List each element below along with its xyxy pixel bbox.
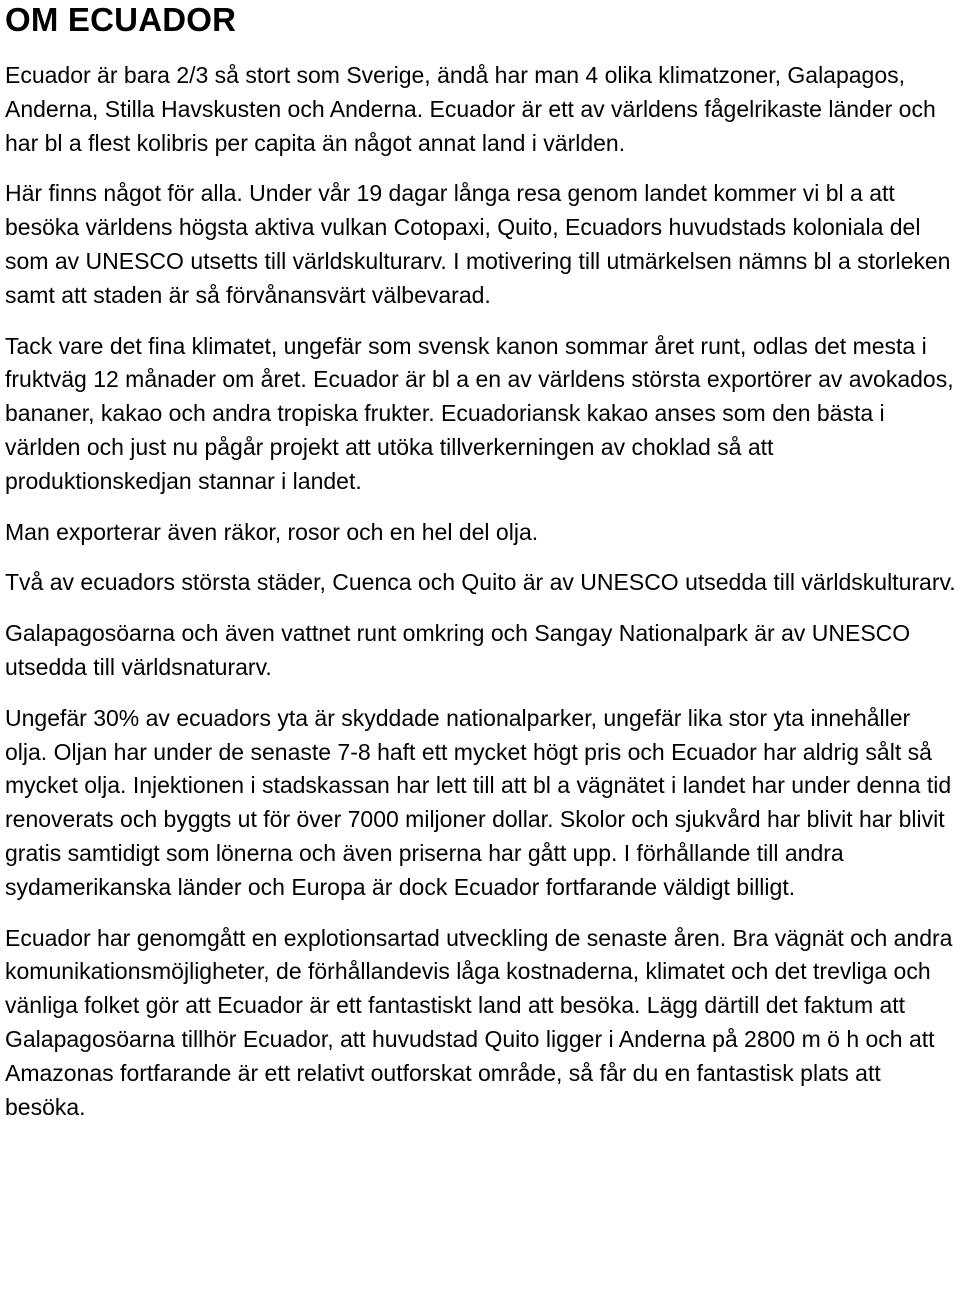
paragraph-intro: Ecuador är bara 2/3 så stort som Sverige, ändå har man 4 olika klimatzoner, Galapagos, Anderna, Stilla Havskusten och Anderna. Ecuador är ett av världens fågelrikaste länder och har bl a flest kolibris per capita än något annat land i världen. bbox=[5, 62, 936, 156]
paragraph-national-parks-oil: Ungefär 30% av ecuadors yta är skyddade nationalparker, ungefär lika stor yta innehåller olja. Oljan har under de senaste 7-8 haft ett mycket högt pris och Ecuador har aldrig sålt så mycket olja. Injektionen i stadskassan har lett till att bl a vägnätet i landet har under denna tid renoverats och byggts ut för över 7000 miljoner dollar. Skolor och sjukvård har blivit har blivit gratis samtidigt som lönerna och även priserna har gått upp. I förhållande till andra sydamerikanska länder och Europa är dock Ecuador fortfarande väldigt billigt. bbox=[5, 704, 952, 900]
document-page bbox=[5, 0, 957, 1124]
paragraph-exports: Man exporterar även räkor, rosor och en hel del olja. bbox=[5, 518, 539, 545]
paragraph-world-heritage-cities: Två av ecuadors största städer, Cuenca och Quito är av UNESCO utsedda till världskulturarv. bbox=[5, 569, 956, 596]
paragraph-natural-heritage: Galapagosöarna och även vattnet runt omkring och Sangay Nationalpark är av UNESCO utsedda till världsnaturarv. bbox=[5, 620, 911, 680]
page-title: OM ECUADOR bbox=[5, 1, 237, 38]
paragraph-travel: Här finns något för alla. Under vår 19 dagar långa resa genom landet kommer vi bl a att besöka världens högsta aktiva vulkan Cotopaxi, Quito, Ecuadors huvudstads koloniala del som av UNESCO utsetts till världskulturarv. I motivering till utmärkelsen nämns bl a storleken samt att staden är så förvånansvärt välbevarad. bbox=[5, 180, 951, 308]
paragraph-climate-fruit: Tack vare det fina klimatet, ungefär som svensk kanon sommar året runt, odlas det mesta i fruktväg 12 månader om året. Ecuador är bl a en av världens största exportörer av avokados, bananer, kakao och andra tropiska frukter. Ecuadoriansk kakao anses som den bästa i världen och just nu pågår projekt att utöka tillverkerningen av choklad så att produktionskedjan stannar i landet. bbox=[5, 332, 954, 494]
paragraph-development: Ecuador har genomgått en explotionsartad utveckling de senaste åren. Bra vägnät och andra komunikationsmöjligheter, de förhållandevis låga kostnaderna, klimatet och det trevliga och vänliga folket gör att Ecuador är ett fantastiskt land att besöka. Lägg därtill det faktum att Galapagosöarna tillhör Ecuador, att huvudstad Quito ligger i Anderna på 2800 m ö h och att Amazonas fortfarande är ett relativt outforskat område, så får du en fantastisk plats att besöka. bbox=[5, 924, 953, 1120]
